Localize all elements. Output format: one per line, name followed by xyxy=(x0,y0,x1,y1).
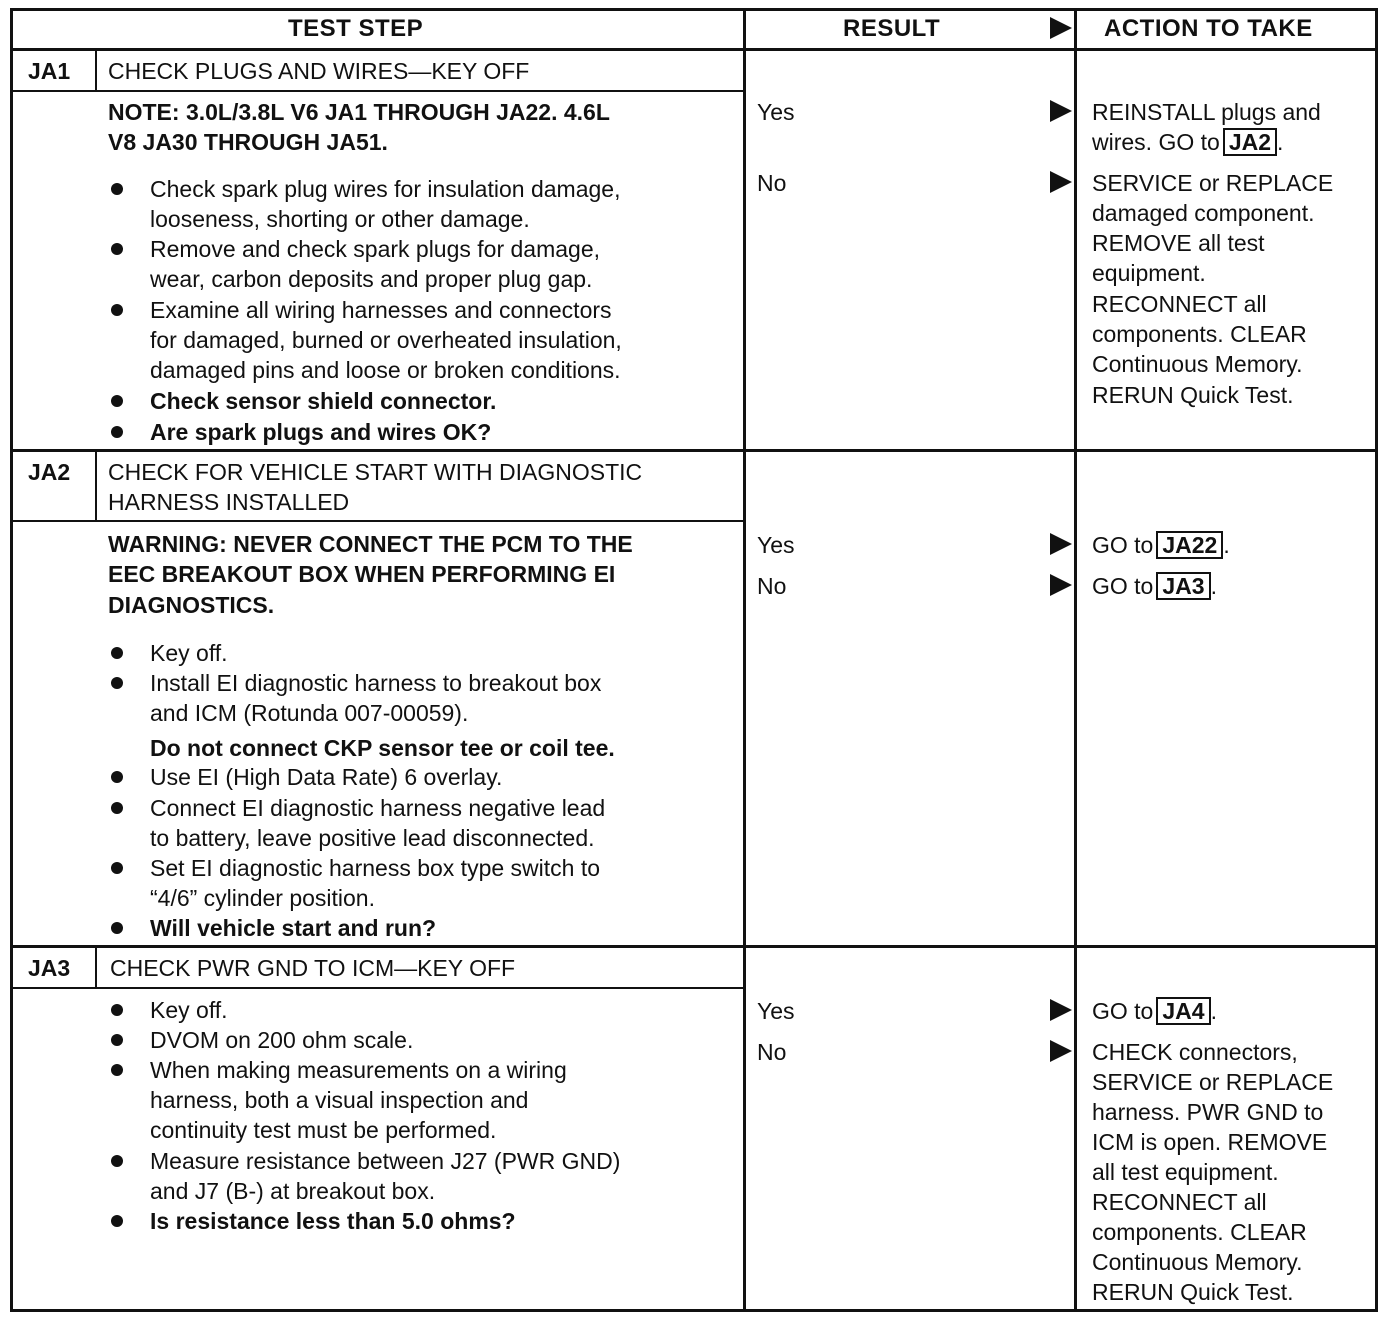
step-title: CHECK PWR GND TO ICM—KEY OFF xyxy=(110,955,516,981)
action-text: wires. GO to xyxy=(1092,129,1220,155)
action-line: SERVICE or REPLACE xyxy=(1092,170,1334,196)
action-line: RERUN Quick Test. xyxy=(1092,1279,1294,1305)
table-left-border xyxy=(10,8,13,1312)
ja1-code-border xyxy=(95,50,97,92)
action-line: GO to JA22 . xyxy=(1092,532,1230,558)
action-line: REINSTALL plugs and xyxy=(1092,99,1321,125)
ja3-title-border xyxy=(10,987,745,989)
ja1-title-border xyxy=(10,90,745,92)
bullet-line: Are spark plugs and wires OK? xyxy=(150,419,492,445)
bullet-line: Examine all wiring harnesses and connectors xyxy=(150,297,612,323)
warning-line: DIAGNOSTICS. xyxy=(108,592,275,618)
bullet-line: and J7 (B-) at breakout box. xyxy=(150,1178,436,1204)
step-ref-link[interactable]: JA3 xyxy=(1156,572,1210,600)
bullet-line: Key off. xyxy=(150,997,228,1023)
action-line: SERVICE or REPLACE xyxy=(1092,1069,1334,1095)
bullet-icon xyxy=(111,243,123,255)
result-yes: Yes xyxy=(757,998,795,1024)
action-line: RECONNECT all xyxy=(1092,1189,1267,1215)
action-line: GO to JA3 . xyxy=(1092,573,1217,599)
bullet-line: DVOM on 200 ohm scale. xyxy=(150,1027,414,1053)
action-line: RERUN Quick Test. xyxy=(1092,382,1294,408)
result-no: No xyxy=(757,1039,787,1065)
result-no: No xyxy=(757,170,787,196)
action-line: harness. PWR GND to xyxy=(1092,1099,1324,1125)
bullet-line: Check spark plug wires for insulation damage, xyxy=(150,176,621,202)
action-line: GO to JA4 . xyxy=(1092,998,1217,1024)
action-line: ICM is open. REMOVE xyxy=(1092,1129,1328,1155)
bullet-icon xyxy=(111,395,123,407)
bullet-icon xyxy=(111,426,123,438)
bullet-line: Measure resistance between J27 (PWR GND) xyxy=(150,1148,621,1174)
action-line: components. CLEAR xyxy=(1092,321,1307,347)
bullet-line: to battery, leave positive lead disconnected. xyxy=(150,825,595,851)
bullet-line: “4/6” cylinder position. xyxy=(150,885,375,911)
bullet-icon xyxy=(111,802,123,814)
ja2-code-border xyxy=(95,451,97,522)
step-title: HARNESS INSTALLED xyxy=(108,489,350,515)
result-no: No xyxy=(757,573,787,599)
step-title: CHECK PLUGS AND WIRES—KEY OFF xyxy=(108,58,530,84)
step-code: JA1 xyxy=(28,58,71,84)
bullet-icon xyxy=(111,1034,123,1046)
action-line: components. CLEAR xyxy=(1092,1219,1307,1245)
header-action: ACTION TO TAKE xyxy=(1104,15,1313,42)
bullet-icon xyxy=(111,183,123,195)
step-title: CHECK FOR VEHICLE START WITH DIAGNOSTIC xyxy=(108,459,643,485)
bullet-line: Remove and check spark plugs for damage, xyxy=(150,236,601,262)
action-line: wires. GO to JA2 . xyxy=(1092,129,1284,155)
bullet-line: harness, both a visual inspection and xyxy=(150,1087,529,1113)
step-ref-link[interactable]: JA22 xyxy=(1156,531,1223,559)
action-text: GO to xyxy=(1092,573,1154,599)
table-bottom-border xyxy=(10,1309,1378,1312)
bullet-line: for damaged, burned or overheated insulation, xyxy=(150,327,622,353)
action-line: damaged component. xyxy=(1092,200,1315,226)
arrow-icon xyxy=(1050,999,1072,1021)
bullet-line: Install EI diagnostic harness to breakout box xyxy=(150,670,602,696)
ja1-bottom-border xyxy=(10,449,1378,452)
bullet-line: wear, carbon deposits and proper plug gap. xyxy=(150,266,593,292)
bullet-icon xyxy=(111,1064,123,1076)
action-line: equipment. xyxy=(1092,260,1206,286)
bullet-line: Is resistance less than 5.0 ohms? xyxy=(150,1208,516,1234)
step-code: JA3 xyxy=(28,955,71,981)
bullet-line: Check sensor shield connector. xyxy=(150,388,497,414)
result-yes: Yes xyxy=(757,532,795,558)
bullet-icon xyxy=(111,647,123,659)
note-line: NOTE: 3.0L/3.8L V6 JA1 THROUGH JA22. 4.6L xyxy=(108,99,610,125)
bullet-icon xyxy=(111,862,123,874)
warning-line: WARNING: NEVER CONNECT THE PCM TO THE xyxy=(108,531,633,557)
bullet-line: Connect EI diagnostic harness negative lead xyxy=(150,795,606,821)
warning-line: EEC BREAKOUT BOX WHEN PERFORMING EI xyxy=(108,561,616,587)
bullet-icon xyxy=(111,1215,123,1227)
action-column-border xyxy=(1074,8,1077,1312)
action-text: GO to xyxy=(1092,998,1154,1024)
action-line: RECONNECT all xyxy=(1092,291,1267,317)
action-text: GO to xyxy=(1092,532,1154,558)
bullet-icon xyxy=(111,1004,123,1016)
ja2-title-border xyxy=(10,520,745,522)
arrow-icon xyxy=(1050,533,1072,555)
bullet-line: Key off. xyxy=(150,640,228,666)
bullet-line: damaged pins and loose or broken conditions. xyxy=(150,357,621,383)
result-yes: Yes xyxy=(757,99,795,125)
header-arrow-icon xyxy=(1050,17,1072,39)
action-line: REMOVE all test xyxy=(1092,230,1265,256)
bullet-icon xyxy=(111,677,123,689)
bullet-icon xyxy=(111,922,123,934)
bullet-line: Set EI diagnostic harness box type switch to xyxy=(150,855,601,881)
action-line: Continuous Memory. xyxy=(1092,1249,1303,1275)
action-line: CHECK connectors, xyxy=(1092,1039,1298,1065)
bullet-line: Use EI (High Data Rate) 6 overlay. xyxy=(150,764,503,790)
action-line: Continuous Memory. xyxy=(1092,351,1303,377)
table-right-border xyxy=(1375,8,1378,1312)
ja3-code-border xyxy=(95,947,97,989)
header-bottom-border xyxy=(10,48,1378,51)
arrow-icon xyxy=(1050,171,1072,193)
header-result: RESULT xyxy=(843,15,941,42)
bullet-line: looseness, shorting or other damage. xyxy=(150,206,530,232)
arrow-icon xyxy=(1050,574,1072,596)
step-ref-link[interactable]: JA2 xyxy=(1223,128,1277,156)
bullet-line: Will vehicle start and run? xyxy=(150,915,437,941)
step-code: JA2 xyxy=(28,459,71,485)
step-ref-link[interactable]: JA4 xyxy=(1156,997,1210,1025)
arrow-icon xyxy=(1050,1040,1072,1062)
bullet-icon xyxy=(111,771,123,783)
bullet-icon xyxy=(111,1155,123,1167)
result-column-border xyxy=(743,8,746,1312)
bullet-line: When making measurements on a wiring xyxy=(150,1057,567,1083)
sub-note: Do not connect CKP sensor tee or coil tee. xyxy=(150,735,615,761)
arrow-icon xyxy=(1050,100,1072,122)
bullet-line: and ICM (Rotunda 007-00059). xyxy=(150,700,469,726)
ja2-bottom-border xyxy=(10,945,1378,948)
note-line: V8 JA30 THROUGH JA51. xyxy=(108,129,388,155)
bullet-line: continuity test must be performed. xyxy=(150,1117,497,1143)
header-test-step: TEST STEP xyxy=(288,15,424,42)
bullet-icon xyxy=(111,304,123,316)
table-top-border xyxy=(10,8,1378,11)
action-line: all test equipment. xyxy=(1092,1159,1279,1185)
